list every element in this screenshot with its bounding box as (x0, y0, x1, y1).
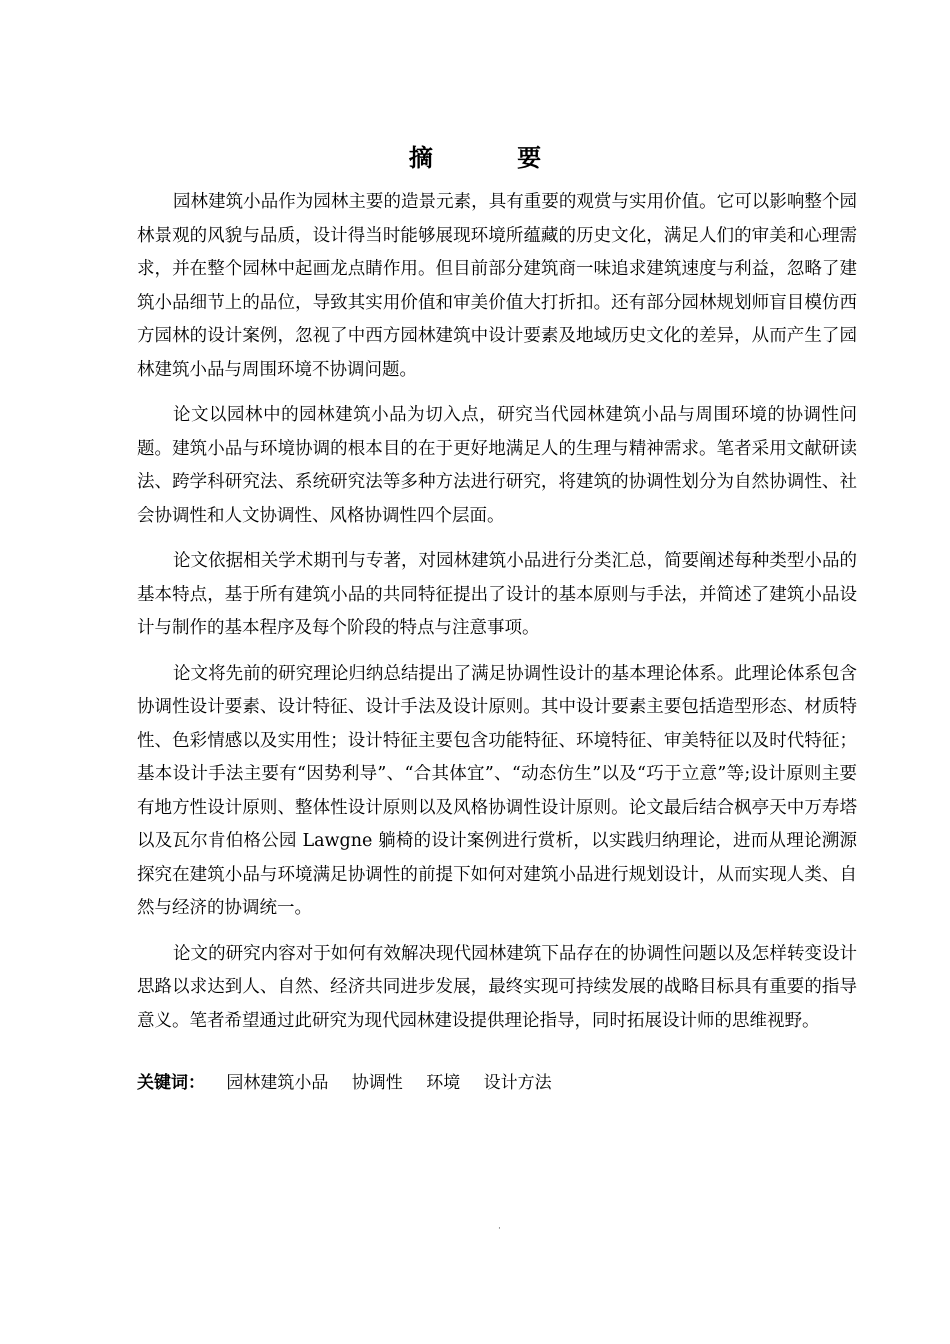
keyword: 设计方法 (483, 1073, 552, 1093)
abstract-paragraph: 园林建筑小品作为园林主要的造景元素，具有重要的观赏与实用价值。它可以影响整个园林景观的风貌与品质，设计得当时能够展现环境所蕴藏的历史文化，满足人们的审美和心理需求，并在整个园林中起画龙点睛作用。但目前部分建筑商一味追求建筑速度与利益，忽略了建筑小品细节上的品位，导致其实用价值和审美价值大打折扣。还有部分园林规划师盲目模仿西方园林的设计案例，忽视了中西方园林建筑中设计要素及地域历史文化的差异，从而产生了园林建筑小品与周围环境不协调问题。 (137, 192, 857, 380)
abstract-body (137, 186, 857, 1050)
abstract-paragraph: 论文的研究内容对于如何有效解决现代园林建筑下品存在的协调性问题以及怎样转变设计思路以求达到人、自然、经济共同进步发展，最终实现可持续发展的战略目标具有重要的指导意义。笔者希望通过此研究为现代园林建设提供理论指导，同时拓展设计师的思维视野。 (137, 943, 857, 1031)
abstract-title: 摘 要 (408, 144, 580, 172)
abstract-paragraph: 论文依据相关学术期刊与专著，对园林建筑小品进行分类汇总，简要阐述每种类型小品的基本特点，基于所有建筑小品的共同特征提出了设计的基本原则与手法，并简述了建筑小品设计与制作的基本程序及每个阶段的特点与注意事项。 (137, 551, 857, 638)
keyword: 园林建筑小品 (226, 1073, 329, 1093)
abstract-paragraph: 论文以园林中的园林建筑小品为切入点，研究当代园林建筑小品与周围环境的协调性问题。建筑小品与环境协调的根本目的在于更好地满足人的生理与精神需求。笔者采用文献研读法、跨学科研究法、系统研究法等多种方法进行研究，将建筑的协调性划分为自然协调性、社会协调性和人文协调性、风格协调性四个层面。 (137, 405, 857, 526)
abstract-paragraph: 论文将先前的研究理论归纳总结提出了满足协调性设计的基本理论体系。此理论体系包含协调性设计要素、设计特征、设计手法及设计原则。其中设计要素主要包括造型形态、材质特性、色彩情感以及实用性；设计特征主要包含功能特征、环境特征、审美特征以及时代特征；基本设计手法主要有“因势利导”、“合其体宜”、“动态仿生”以及“巧于立意”等;设计原则主要有地方性设计原则、整体性设计原则以及风格协调性设计原则。论文最后结合枫亭天中万寿塔以及瓦尔肯伯格公园 Lawgne 躺椅的设计案例进行赏析，以实践归纳理论，进而从理论溯源探究在建筑小品与环境满足协调性的前提下如何对建筑小品进行规划设计，从而实现人类、自然与经济的协调统一。 (137, 663, 857, 918)
keyword: 协调性 (351, 1073, 403, 1093)
keywords-label: 关键词： (137, 1073, 205, 1093)
page-marker: · (498, 1224, 501, 1234)
keyword: 环境 (426, 1073, 461, 1093)
keywords-line (137, 1070, 857, 1096)
